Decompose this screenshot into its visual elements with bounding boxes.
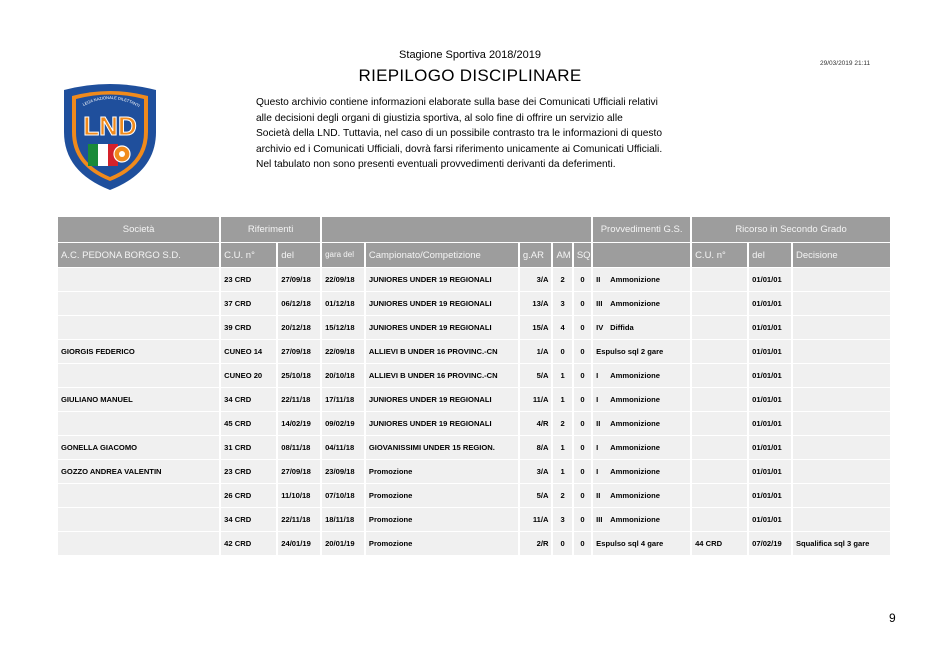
- cell-cu: 23 CRD: [221, 268, 276, 291]
- cell-am: 1: [553, 436, 571, 459]
- cell-ricorso-cu: [692, 484, 747, 507]
- cell-gara-date: 22/09/18: [322, 268, 364, 291]
- cell-decisione: [793, 412, 890, 435]
- cell-del: 25/10/18: [278, 364, 320, 387]
- cell-provvedimento: [593, 412, 690, 435]
- cell-sq: 0: [574, 316, 591, 339]
- header-blank: [322, 217, 591, 242]
- cell-cu: 37 CRD: [221, 292, 276, 315]
- cell-player: [58, 364, 219, 387]
- cell-decisione: Squalifica sql 3 gare: [793, 532, 890, 555]
- column-gara-del: gara del: [322, 243, 364, 267]
- cell-giornata: 13/A: [520, 292, 552, 315]
- cell-provvedimento: [593, 436, 690, 459]
- cell-del: 08/11/18: [278, 436, 320, 459]
- page-number: 9: [889, 611, 896, 625]
- cell-ricorso-cu: [692, 460, 747, 483]
- cell-am: 3: [553, 508, 571, 531]
- cell-gara-date: 07/10/18: [322, 484, 364, 507]
- logo-arc-text: LEGA NAZIONALE DILETTANTI: [81, 94, 141, 109]
- cell-cu: 34 CRD: [221, 508, 276, 531]
- table-row: [58, 436, 890, 459]
- cell-del: 11/10/18: [278, 484, 320, 507]
- cell-giornata: 11/A: [520, 388, 552, 411]
- column-ricorso-cu: C.U. n°: [692, 243, 747, 267]
- cell-provvedimento: [593, 460, 690, 483]
- cell-provvedimento: [593, 388, 690, 411]
- cell-provvedimento: [593, 532, 690, 555]
- cell-player: [58, 412, 219, 435]
- cell-am: 0: [553, 340, 571, 363]
- header-ricorso: Ricorso in Secondo Grado: [692, 217, 890, 242]
- cell-sq: 0: [574, 340, 591, 363]
- cell-am: 0: [553, 532, 571, 555]
- cell-del: 27/09/18: [278, 460, 320, 483]
- cell-ricorso-del: 01/01/01: [749, 316, 791, 339]
- cell-provvedimento: [593, 508, 690, 531]
- cell-del: 20/12/18: [278, 316, 320, 339]
- column-del: del: [278, 243, 320, 267]
- provvedimento-type: Ammonizione: [610, 299, 660, 308]
- header-provvedimenti: Provvedimenti G.S.: [593, 217, 690, 242]
- cell-campionato: ALLIEVI B UNDER 16 PROVINC.-CN: [366, 340, 518, 363]
- cell-ricorso-del: 01/01/01: [749, 460, 791, 483]
- cell-ricorso-del: 07/02/19: [749, 532, 791, 555]
- cell-am: 2: [553, 412, 571, 435]
- disciplinary-table: [56, 216, 892, 556]
- logo-text: LND: [83, 111, 137, 141]
- cell-am: 4: [553, 316, 571, 339]
- cell-player: GOZZO ANDREA VALENTIN: [58, 460, 219, 483]
- cell-ricorso-cu: [692, 292, 747, 315]
- provvedimento-type: Ammonizione: [610, 419, 660, 428]
- cell-gara-date: 01/12/18: [322, 292, 364, 315]
- cell-am: 2: [553, 484, 571, 507]
- cell-player: [58, 532, 219, 555]
- provvedimento-level: Espulso sql 4 gare: [596, 539, 664, 548]
- cell-player: [58, 316, 219, 339]
- cell-sq: 0: [574, 436, 591, 459]
- provvedimento-type: Ammonizione: [610, 515, 660, 524]
- disclaimer-line: alle decisioni degli organi di giustizia sportiva, al solo fine di offrire un servizio alle: [256, 112, 623, 124]
- table-row: [58, 340, 890, 363]
- provvedimento-type: Ammonizione: [610, 371, 660, 380]
- table-row: [58, 388, 890, 411]
- cell-cu: 45 CRD: [221, 412, 276, 435]
- table-group-header: [58, 217, 890, 242]
- table-row: [58, 412, 890, 435]
- cell-sq: 0: [574, 532, 591, 555]
- cell-ricorso-del: 01/01/01: [749, 436, 791, 459]
- cell-decisione: [793, 340, 890, 363]
- cell-decisione: [793, 292, 890, 315]
- cell-provvedimento: [593, 268, 690, 291]
- cell-ricorso-del: 01/01/01: [749, 268, 791, 291]
- cell-player: [58, 268, 219, 291]
- disclaimer-text: [256, 95, 716, 173]
- cell-campionato: Promozione: [366, 484, 518, 507]
- provvedimento-level: III: [596, 299, 603, 308]
- cell-provvedimento: [593, 340, 690, 363]
- cell-giornata: 4/R: [520, 412, 552, 435]
- cell-ricorso-cu: [692, 436, 747, 459]
- cell-ricorso-cu: [692, 388, 747, 411]
- cell-ricorso-cu: [692, 412, 747, 435]
- cell-provvedimento: [593, 292, 690, 315]
- cell-giornata: 5/A: [520, 484, 552, 507]
- provvedimento-type: Ammonizione: [610, 443, 660, 452]
- cell-decisione: [793, 268, 890, 291]
- provvedimento-type: Ammonizione: [610, 275, 660, 284]
- cell-ricorso-del: 01/01/01: [749, 412, 791, 435]
- column-societa-name: A.C. PEDONA BORGO S.D.: [58, 243, 219, 267]
- page-title: RIEPILOGO DISCIPLINARE: [358, 66, 582, 85]
- column-decisione: Decisione: [793, 243, 890, 267]
- provvedimento-level: II: [596, 275, 601, 284]
- cell-gara-date: 09/02/19: [322, 412, 364, 435]
- cell-cu: 23 CRD: [221, 460, 276, 483]
- cell-ricorso-del: 01/01/01: [749, 292, 791, 315]
- cell-gara-date: 20/10/18: [322, 364, 364, 387]
- cell-gara-date: 23/09/18: [322, 460, 364, 483]
- table-row: [58, 268, 890, 291]
- cell-gara-date: 18/11/18: [322, 508, 364, 531]
- cell-decisione: [793, 484, 890, 507]
- cell-am: 1: [553, 388, 571, 411]
- cell-cu: 39 CRD: [221, 316, 276, 339]
- disclaimer-line: Nel tabulato non sono presenti eventuali provvedimenti derivanti da deferimenti.: [256, 159, 616, 171]
- cell-gara-date: 15/12/18: [322, 316, 364, 339]
- cell-ricorso-cu: [692, 508, 747, 531]
- cell-ricorso-del: 01/01/01: [749, 364, 791, 387]
- column-cu: C.U. n°: [221, 243, 276, 267]
- cell-giornata: 5/A: [520, 364, 552, 387]
- cell-ricorso-del: 01/01/01: [749, 388, 791, 411]
- cell-player: [58, 508, 219, 531]
- cell-campionato: ALLIEVI B UNDER 16 PROVINC.-CN: [366, 364, 518, 387]
- cell-decisione: [793, 388, 890, 411]
- cell-giornata: 3/A: [520, 460, 552, 483]
- header-societa: Società: [58, 217, 219, 242]
- cell-ricorso-del: 01/01/01: [749, 508, 791, 531]
- cell-campionato: JUNIORES UNDER 19 REGIONALI: [366, 388, 518, 411]
- cell-del: 22/11/18: [278, 388, 320, 411]
- cell-del: 27/09/18: [278, 340, 320, 363]
- cell-campionato: JUNIORES UNDER 19 REGIONALI: [366, 316, 518, 339]
- table-row: [58, 292, 890, 315]
- cell-campionato: Promozione: [366, 508, 518, 531]
- cell-sq: 0: [574, 388, 591, 411]
- column-sq: SQ: [574, 243, 591, 267]
- provvedimento-level: I: [596, 395, 599, 404]
- cell-am: 1: [553, 460, 571, 483]
- cell-ricorso-cu: 44 CRD: [692, 532, 747, 555]
- cell-ricorso-cu: [692, 268, 747, 291]
- cell-del: 06/12/18: [278, 292, 320, 315]
- cell-del: 14/02/19: [278, 412, 320, 435]
- cell-cu: 26 CRD: [221, 484, 276, 507]
- column-gar: g.AR: [520, 243, 552, 267]
- disclaimer-line: Questo archivio contiene informazioni elaborate sulla base dei Comunicati Ufficiali relativi: [256, 97, 658, 108]
- cell-gara-date: 04/11/18: [322, 436, 364, 459]
- provvedimento-type: Ammonizione: [610, 491, 660, 500]
- cell-player: GIORGIS FEDERICO: [58, 340, 219, 363]
- cell-player: [58, 484, 219, 507]
- provvedimento-level: I: [596, 371, 599, 380]
- cell-sq: 0: [574, 460, 591, 483]
- cell-player: GONELLA GIACOMO: [58, 436, 219, 459]
- provvedimento-level: I: [596, 443, 599, 452]
- cell-cu: 42 CRD: [221, 532, 276, 555]
- season-label: Stagione Sportiva 2018/2019: [399, 49, 541, 61]
- cell-ricorso-cu: [692, 340, 747, 363]
- cell-am: 3: [553, 292, 571, 315]
- column-campionato: Campionato/Competizione: [366, 243, 518, 267]
- cell-decisione: [793, 316, 890, 339]
- cell-del: 24/01/19: [278, 532, 320, 555]
- cell-giornata: 15/A: [520, 316, 552, 339]
- provvedimento-level: IV: [596, 323, 604, 332]
- header-riferimenti: Riferimenti: [221, 217, 320, 242]
- provvedimento-type: Ammonizione: [610, 395, 660, 404]
- lnd-logo: [60, 80, 160, 192]
- cell-sq: 0: [574, 508, 591, 531]
- provvedimento-level: I: [596, 467, 599, 476]
- provvedimento-level: II: [596, 419, 601, 428]
- cell-gara-date: 20/01/19: [322, 532, 364, 555]
- cell-campionato: JUNIORES UNDER 19 REGIONALI: [366, 412, 518, 435]
- cell-am: 1: [553, 364, 571, 387]
- cell-giornata: 1/A: [520, 340, 552, 363]
- cell-sq: 0: [574, 412, 591, 435]
- cell-cu: CUNEO 20: [221, 364, 276, 387]
- table-column-header: [58, 243, 890, 267]
- cell-decisione: [793, 364, 890, 387]
- cell-giornata: 3/A: [520, 268, 552, 291]
- table-body: [58, 268, 890, 555]
- cell-del: 22/11/18: [278, 508, 320, 531]
- cell-giornata: 2/R: [520, 532, 552, 555]
- cell-ricorso-del: 01/01/01: [749, 340, 791, 363]
- cell-decisione: [793, 436, 890, 459]
- table-row: [58, 532, 890, 555]
- cell-ricorso-cu: [692, 316, 747, 339]
- cell-gara-date: 17/11/18: [322, 388, 364, 411]
- column-provvedimento: [593, 243, 690, 267]
- cell-decisione: [793, 460, 890, 483]
- column-ricorso-del: del: [749, 243, 791, 267]
- cell-ricorso-cu: [692, 364, 747, 387]
- provvedimento-level: II: [596, 491, 601, 500]
- disclaimer-line: Società della LND. Tuttavia, nel caso di un possibile contrasto tra le informazioni di questo: [256, 128, 663, 140]
- cell-player: [58, 292, 219, 315]
- table-row: [58, 316, 890, 339]
- cell-provvedimento: [593, 484, 690, 507]
- table-row: [58, 484, 890, 507]
- cell-provvedimento: [593, 316, 690, 339]
- cell-campionato: JUNIORES UNDER 19 REGIONALI: [366, 292, 518, 315]
- provvedimento-type: Diffida: [610, 323, 634, 332]
- cell-sq: 0: [574, 364, 591, 387]
- cell-provvedimento: [593, 364, 690, 387]
- cell-giornata: 8/A: [520, 436, 552, 459]
- cell-campionato: GIOVANISSIMI UNDER 15 REGION.: [366, 436, 518, 459]
- table-row: [58, 364, 890, 387]
- cell-gara-date: 22/09/18: [322, 340, 364, 363]
- table-row: [58, 508, 890, 531]
- cell-cu: CUNEO 14: [221, 340, 276, 363]
- table-row: [58, 460, 890, 483]
- cell-cu: 31 CRD: [221, 436, 276, 459]
- cell-del: 27/09/18: [278, 268, 320, 291]
- cell-giornata: 11/A: [520, 508, 552, 531]
- cell-sq: 0: [574, 268, 591, 291]
- disclaimer-line: archivio ed i Comunicati Ufficiali, dovrà farsi riferimento unicamente ai Comunicati Ufficiali.: [256, 143, 663, 155]
- column-am: AM: [553, 243, 571, 267]
- cell-cu: 34 CRD: [221, 388, 276, 411]
- cell-campionato: JUNIORES UNDER 19 REGIONALI: [366, 268, 518, 291]
- provvedimento-level: Espulso sql 2 gare: [596, 347, 664, 356]
- cell-player: GIULIANO MANUEL: [58, 388, 219, 411]
- cell-sq: 0: [574, 484, 591, 507]
- cell-ricorso-del: 01/01/01: [749, 484, 791, 507]
- cell-sq: 0: [574, 292, 591, 315]
- provvedimento-level: III: [596, 515, 603, 524]
- timestamp: 29/03/2019 21:11: [820, 60, 871, 67]
- provvedimento-type: Ammonizione: [610, 467, 660, 476]
- cell-campionato: Promozione: [366, 532, 518, 555]
- cell-am: 2: [553, 268, 571, 291]
- cell-campionato: Promozione: [366, 460, 518, 483]
- cell-decisione: [793, 508, 890, 531]
